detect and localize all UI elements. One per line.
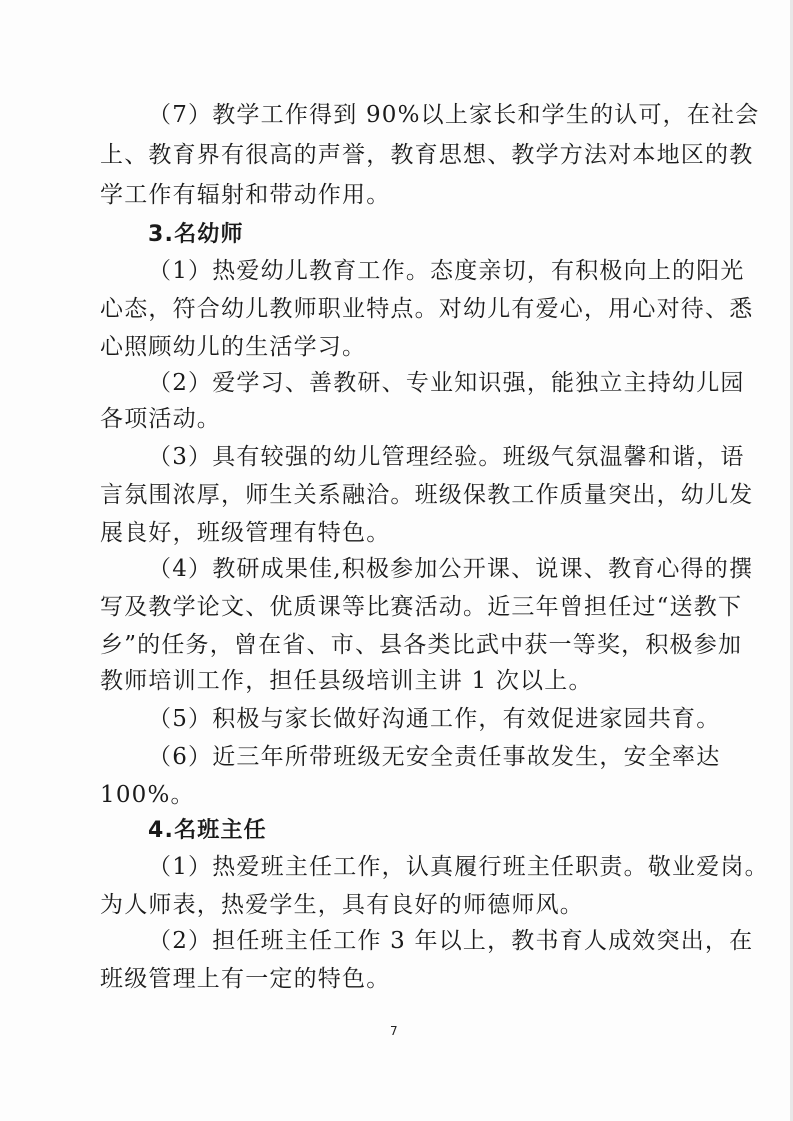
section-heading-class-teacher: 4.名班主任 <box>148 818 267 843</box>
item-1-line-2: 心态，符合幼儿教师职业特点。对幼儿有爱心，用心对待、悉 <box>100 296 754 322</box>
item-5-line-1: （5）积极与家长做好沟通工作，有效促进家园共育。 <box>148 706 721 732</box>
section-heading-teacher: 3.名幼师 <box>148 222 244 247</box>
item-4-line-3: 乡”的任务，曾在省、市、县各类比武中获一等奖，积极参加 <box>100 632 743 658</box>
item-6-line-2: 100%。 <box>100 782 195 808</box>
item-4-line-2: 写及教学论文、优质课等比赛活动。近三年曾担任过“送教下 <box>100 594 743 620</box>
item-2-line-2: 各项活动。 <box>100 406 221 432</box>
item-3-line-1: （3）具有较强的幼儿管理经验。班级气氛温馨和谐，语 <box>148 444 745 470</box>
item-1-line-3: 心照顾幼儿的生活学习。 <box>100 334 367 360</box>
item-4-line-4: 教师培训工作，担任县级培训主讲 1 次以上。 <box>100 668 593 694</box>
page-number: 7 <box>390 1024 398 1038</box>
item-2-line-1: （2）爱学习、善教研、专业知识强，能独立主持幼儿园 <box>148 370 745 396</box>
item-6-line-1: （6）近三年所带班级无安全责任事故发生，安全率达 <box>148 744 721 770</box>
ct-item-2-line-2: 班级管理上有一定的特色。 <box>100 966 391 992</box>
ct-item-1-line-1: （1）热爱班主任工作，认真履行班主任职责。敬业爱岗。 <box>148 854 769 880</box>
ct-item-2-line-1: （2）担任班主任工作 3 年以上，教书育人成效突出，在 <box>148 928 754 954</box>
item-3-line-3: 展良好，班级管理有特色。 <box>100 520 391 546</box>
paragraph-7-line-3: 学工作有辐射和带动作用。 <box>100 182 391 208</box>
item-3-line-2: 言氛围浓厚，师生关系融洽。班级保教工作质量突出，幼儿发 <box>100 482 754 508</box>
paragraph-7-line-1: （7）教学工作得到 90%以上家长和学生的认可，在社会 <box>148 102 760 128</box>
item-1-line-1: （1）热爱幼儿教育工作。态度亲切，有积极向上的阳光 <box>148 258 745 284</box>
item-4-line-1: （4）教研成果佳,积极参加公开课、说课、教育心得的撰 <box>148 556 754 582</box>
paragraph-7-line-2: 上、教育界有很高的声誉，教育思想、教学方法对本地区的教 <box>100 142 754 168</box>
ct-item-1-line-2: 为人师表，热爱学生，具有良好的师德师风。 <box>100 892 584 918</box>
